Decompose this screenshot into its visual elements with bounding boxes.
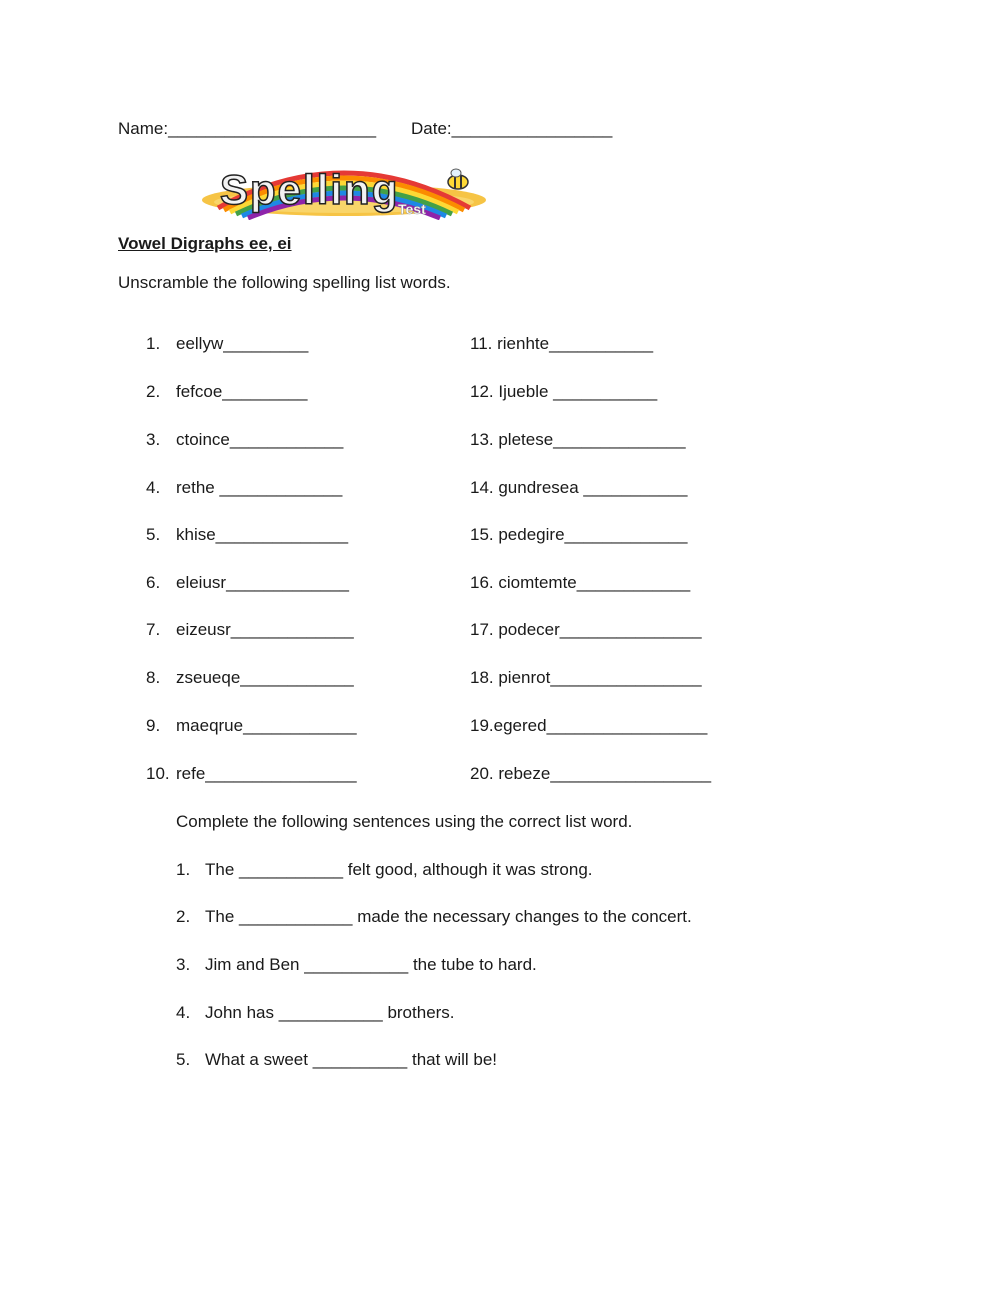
sentence-number: 1. — [176, 860, 191, 879]
sentence-item: The ____________ made the necessary changes to the concert. — [205, 907, 692, 926]
unscramble-number: 3. — [146, 430, 161, 449]
name-field[interactable]: Name:______________________ — [118, 119, 377, 138]
unscramble-number: 9. — [146, 716, 161, 735]
unscramble-item: 13. pletese______________ — [470, 430, 686, 449]
unscramble-item: 16. ciomtemte____________ — [470, 573, 691, 592]
bee-icon — [448, 169, 468, 189]
spelling-test-logo — [198, 156, 490, 220]
sentence-number: 5. — [176, 1050, 191, 1069]
date-field[interactable]: Date:_________________ — [411, 119, 613, 138]
unscramble-item: 20. rebeze_________________ — [470, 764, 712, 783]
unscramble-item: 11. rienhte___________ — [470, 334, 654, 353]
unscramble-item: refe________________ — [176, 764, 357, 783]
sentence-number: 2. — [176, 907, 191, 926]
unscramble-item: maeqrue____________ — [176, 716, 357, 735]
unscramble-number: 10. — [146, 764, 170, 783]
unscramble-item: 18. pienrot________________ — [470, 668, 702, 687]
logo-main-text: Spelling — [220, 166, 400, 213]
unscramble-number: 7. — [146, 620, 161, 639]
unscramble-item: rethe _____________ — [176, 478, 343, 497]
sentence-item: John has ___________ brothers. — [205, 1003, 455, 1022]
unscramble-item: eleiusr_____________ — [176, 573, 349, 592]
instructions: Unscramble the following spelling list words. — [118, 273, 451, 292]
unscramble-item: eellyw_________ — [176, 334, 309, 353]
sentences-intro: Complete the following sentences using the correct list word. — [176, 812, 633, 831]
unscramble-item: ctoince____________ — [176, 430, 344, 449]
unscramble-item: 17. podecer_______________ — [470, 620, 702, 639]
unscramble-item: 14. gundresea ___________ — [470, 478, 688, 497]
unscramble-item: 19.egered_________________ — [470, 716, 708, 735]
unscramble-item: 15. pedegire_____________ — [470, 525, 688, 544]
unscramble-number: 5. — [146, 525, 161, 544]
unscramble-item: khise______________ — [176, 525, 349, 544]
sentence-item: Jim and Ben ___________ the tube to hard. — [205, 955, 537, 974]
logo-sub-text: Test — [398, 201, 426, 217]
unscramble-item: 12. Ijueble ___________ — [470, 382, 658, 401]
sentence-number: 3. — [176, 955, 191, 974]
unscramble-number: 8. — [146, 668, 161, 687]
unscramble-item: zseueqe____________ — [176, 668, 354, 687]
unscramble-number: 6. — [146, 573, 161, 592]
unscramble-number: 1. — [146, 334, 161, 353]
unscramble-item: eizeusr_____________ — [176, 620, 354, 639]
sentence-item: What a sweet __________ that will be! — [205, 1050, 498, 1069]
unscramble-number: 4. — [146, 478, 161, 497]
unscramble-item: fefcoe_________ — [176, 382, 308, 401]
unscramble-number: 2. — [146, 382, 161, 401]
sentence-item: The ___________ felt good, although it was strong. — [205, 860, 593, 879]
sentence-number: 4. — [176, 1003, 191, 1022]
section-title: Vowel Digraphs ee, ei — [118, 234, 292, 253]
